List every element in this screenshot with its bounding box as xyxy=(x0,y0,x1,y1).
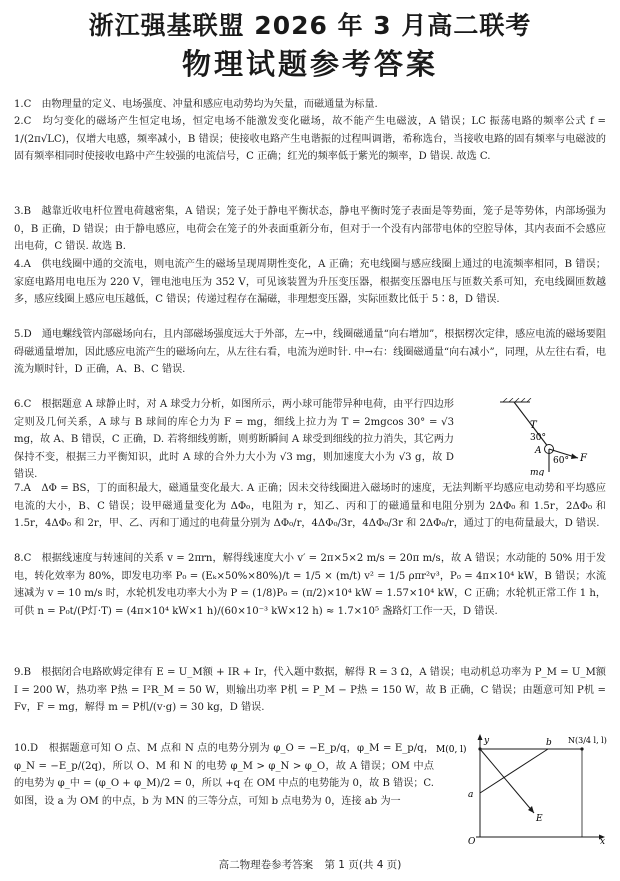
label-e: E xyxy=(536,814,543,824)
answer-7: 7.A ΔΦ = BS，丁的面积最大，磁通量变化最大. A 正确；因未交待线圈进入磁场时的速度，无法判断平均感应电动势和平均感应电流的大小，B、C 错误；设甲磁通量变化为 ΔΦ₀，电阻为 r，知乙、丙和丁的磁通量和电阻分别为 2ΔΦ₀ 和 1.5r，2ΔΦ₀ 和 1.5r，4ΔΦ₀ 和 2r，甲、乙、丙和丁通过的电荷量分别为 ΔΦ₀/r，4ΔΦ₀/3r，4ΔΦ₀/3r 和 2ΔΦ₀/r，通过丁的电荷量最大，D 错误. xyxy=(14,483,606,530)
label-30deg: 30° xyxy=(530,433,546,443)
page-title: 物理试题参考答案 xyxy=(181,47,438,81)
label-n: N(3/4 l, l) xyxy=(568,736,607,745)
force-diagram-q6 xyxy=(500,398,606,476)
label-m: M(0, l) xyxy=(436,745,467,755)
label-f: F xyxy=(580,453,587,464)
answer-9: 9.B 根据闭合电路欧姆定律有 E = U_M额 + IR + Ir，代入题中数据，解得 R = 3 Ω，A 错误；电动机总功率为 P_M = U_M额 I = 200 W，热功率 P热 = I²R_M = 50 W，则输出功率 P机 = P_M − P热 = 150 W，故 B 正确，C 错误；由题意可知 P机 = Fv，F = mg，解得 m = P机/(v·g) = 30 kg，D 错误. xyxy=(14,667,606,714)
label-a: a xyxy=(468,790,474,800)
page-footer xyxy=(0,857,620,872)
label-mg: mg xyxy=(530,468,545,476)
answer-5: 5.D 通电螺线管内部磁场向右，且内部磁场强度远大于外部，左→中，线圈磁通量“向右增加”，根据楞次定律，感应电流的磁场要阻碍磁通量增加，因此感应电流产生的磁场向左，从左往右看，电流为逆时针. 中→右：线圈磁通量“向右减小”，同理，从左往右看，电流为顺时针，D 正确，A、B、C 错误. xyxy=(14,329,606,376)
answer-8: 8.C 根据线速度与转速间的关系 v = 2πrn，解得线速度大小 v′ = 2π×5×2 m/s = 20π m/s，故 A 错误；水动能的 50% 用于发电，转化效率为 80%，即发电功率 P₀ = (Eₖ×50%×80%)/t = 1/5 × (m/t) v² = 1/5 ρπr²v³，P₀ = 4π×10⁴ kW，B 错误；水流速减为 v = 10 m/s 时，水轮机发电功率大小为 P = (1/8)P₀ = (π/2)×10⁴ kW = 1.57×10⁴ kW，C 正确；水轮机正常工作 1 h，可供 n = P₀t/(P灯·T) = (4π×10⁴ kW×1 h)/(60×10⁻³ kW×12 h) ≈ 1.7×10⁵ 盏路灯工作一天，D 错误. xyxy=(14,553,606,617)
answer-4: 4.A 供电线圈中通的交流电，则电流产生的磁场呈现周期性变化，A 正确；充电线圈与感应线圈上通过的电流频率相同，B 错误；家庭电路用电电压为 220 V，锂电池电压为 352 V，可见该装置为升压变压器，根据变压器电压与匝数关系可知，充电线圈匝数越多，感应线圈上感应电压越低，C 错误；传递过程存在漏磁，非理想变压器，实际匝数比低于 5∶8，D 错误. xyxy=(14,259,606,306)
label-x: x xyxy=(600,837,606,845)
answer-6: 6.C 根据题意 A 球静止时，对 A 球受力分析，如图所示，两小球可能带异种电荷，由平行四边形定则及几何关系，A 球与 B 球间的库仑力为 F = mg，细线上拉力为 T = 2mgcos 30° = √3 mg，故 A、B 错误，C 正确，D. 若将细线剪断，则剪断瞬间 A 球受到细线的拉力消失，其它两力保持不变，根据三力平衡知识，此时 A 球的合外力大小为 √3 mg，则加速度大小为 √3 g，故 D 错误. xyxy=(14,399,454,481)
exam-title: 浙江强基联盟 2026 年 3 月高二联考 xyxy=(88,11,532,40)
page-number: 第 1 页(共 4 页) xyxy=(324,859,402,871)
label-a: A xyxy=(535,446,542,456)
answer-1: 1.C 由物理量的定义、电场强度、冲量和感应电动势均为矢量，而磁通量为标量. xyxy=(14,99,378,110)
answer-10: 10.D 根据题意可知 O 点、M 点和 N 点的电势分别为 φ_O = −E_p/q，φ_M = E_p/q，φ_N = −E_p/(2q)，所以 O、M 和 N 的电势 φ_M > φ_N > φ_O，故 A 错误；OM 中点的电势为 φ_中 = (φ_O + φ_M)/2 = 0，所以 +q 在 OM 中点的电势能为 0，故 B 错误；C. 如图，设 a 为 OM 的中点，b 为 MN 的三等分点，可知 b 点电势为 0，连接 ab 为一 xyxy=(14,743,434,807)
label-b: b xyxy=(546,738,552,748)
label-o: O xyxy=(468,837,476,845)
field-diagram-q10 xyxy=(436,733,608,845)
label-t: T xyxy=(530,420,537,431)
answer-2: 2.C 均匀变化的磁场产生恒定电场，恒定电场不能激发变化磁场，故不能产生电磁波，A 错误；LC 振荡电路的频率公式 f = 1/(2π√LC)，仅增大电感，频率减小，B 错误；使接收电路产生电谐振的过程叫调谐，希称选台，当接收电路的固有频率与电磁波的固有频率相同时使接收电路中产生较强的电流信号，C 正确；红光的频率低于紫光的频率，D 错误. 故选 C. xyxy=(14,116,606,163)
segment-ab xyxy=(480,749,548,793)
label-60deg: 60° xyxy=(553,456,569,466)
footer-title: 高二物理卷参考答案 xyxy=(218,859,314,871)
field-line-e xyxy=(480,749,534,813)
answer-3: 3.B 越靠近收电杆位置电荷越密集，A 错误；笼子处于静电平衡状态，静电平衡时笼子表面是等势面，笼子是等势体，内部场强为 0，B 正确，D 错误；由于静电感应，电荷会在笼子的外表面重新分布，但对于一个没有内部带电体的空腔导体，其内表面不会感应出电荷，C 错误. 故选 B. xyxy=(14,206,606,253)
label-y: y xyxy=(484,736,490,746)
